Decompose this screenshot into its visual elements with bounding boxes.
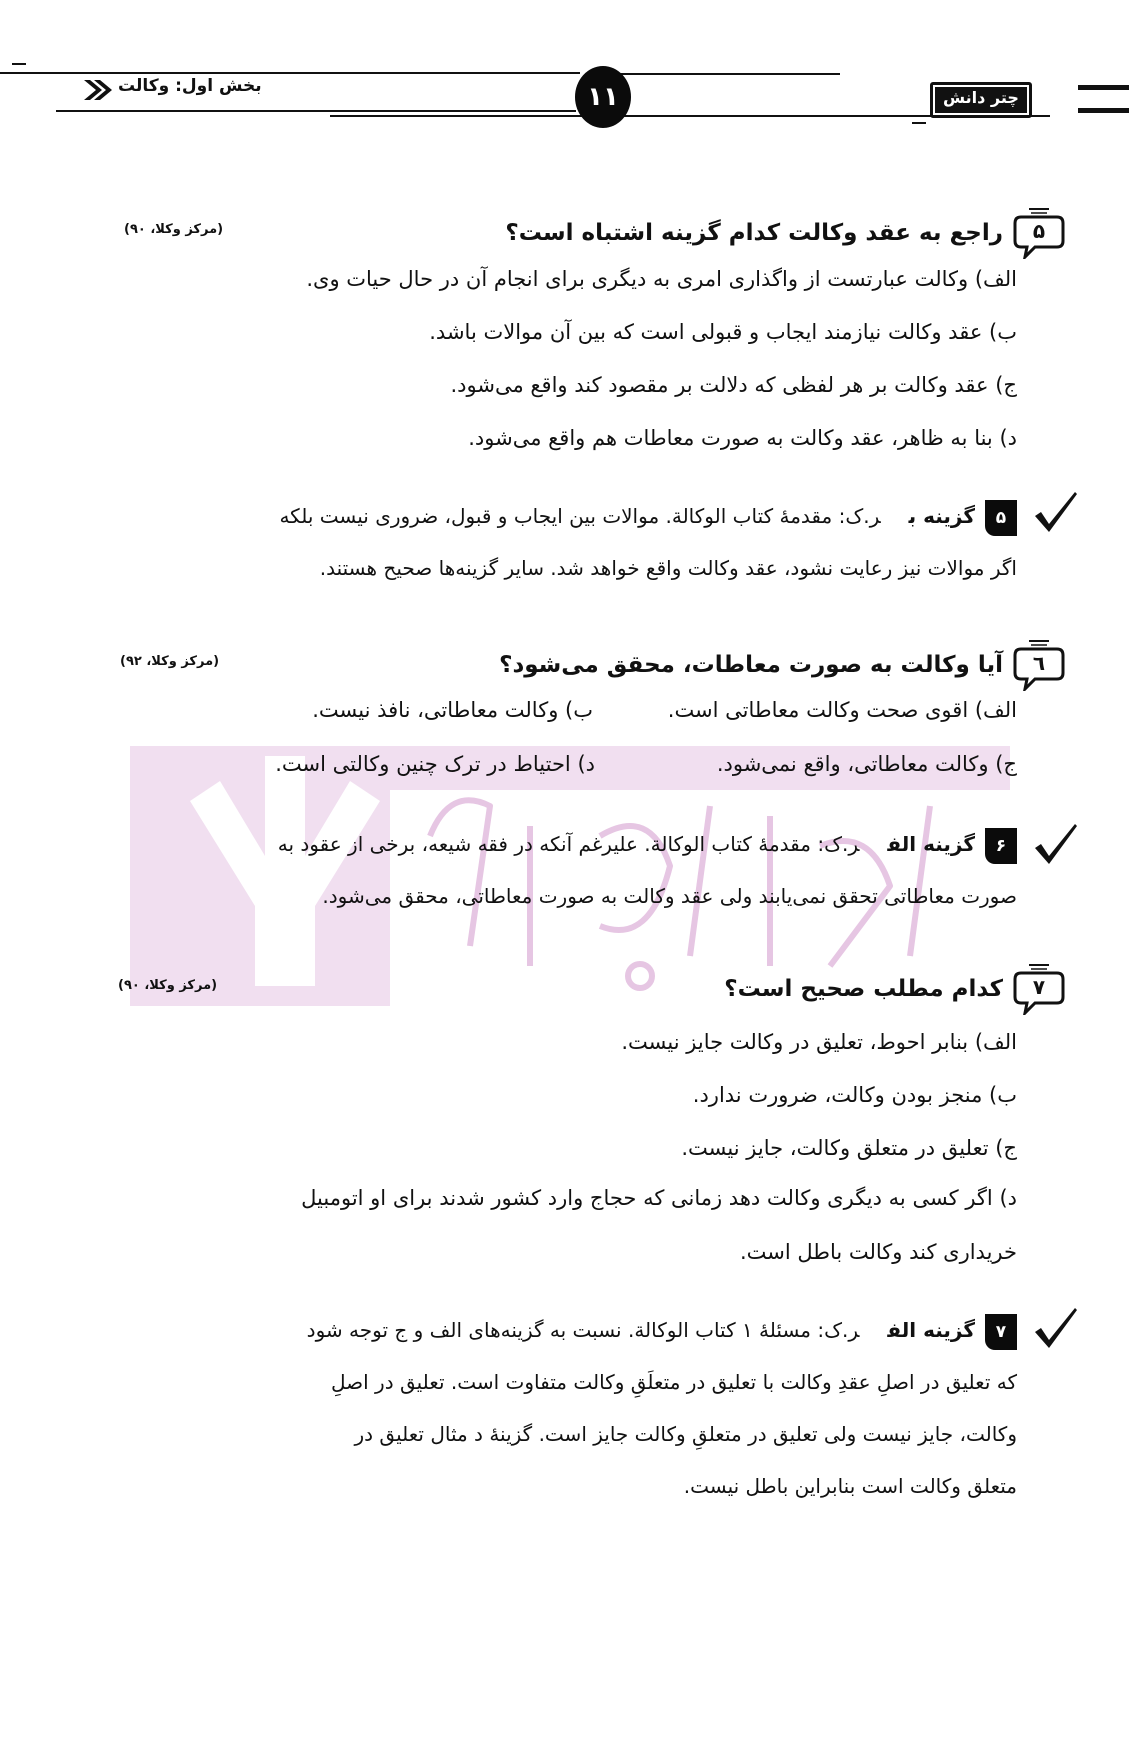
header-rule-top-mid <box>620 73 840 75</box>
answer-line <box>278 832 975 856</box>
brand-badge: چتر دانش <box>930 82 1032 118</box>
option-a: الف) بنابر احوط، تعلیق در وکالت جایز نیست. <box>621 1030 1017 1054</box>
question-header <box>724 964 1067 1014</box>
checkmark-icon <box>1031 490 1079 534</box>
question-source: (مرکز وکلا، ۹۲) <box>120 654 220 669</box>
header-bar-right-1 <box>1078 85 1129 90</box>
answer-number: ۷ <box>985 1314 1017 1350</box>
question-number: ۷ <box>1032 975 1046 999</box>
header-tick-right <box>912 122 926 124</box>
header-bar-right-2 <box>1078 108 1129 113</box>
question-number-badge <box>1011 639 1067 691</box>
answer-line: صورت معاطاتی تحقق نمی‌یابند ولی عقد وکالت به صورت معاطاتی، محقق می‌شود. <box>322 884 1017 908</box>
header-rule-top-left <box>0 72 580 74</box>
option-d: د) اگر کسی به دیگری وکالت دهد زمانی که حجاج وارد کشور شدند برای او اتومبیل <box>301 1186 1017 1210</box>
answer-text: ر.ک: مقدمهٔ کتاب الوکالة. علیرغم آنکه در فقه شیعه، برخی از عقود به <box>277 832 860 856</box>
option-d-continued: خریداری کند وکالت باطل است. <box>739 1240 1017 1264</box>
option-b: ب) وکالت معاطاتی، نافذ نیست. <box>312 698 593 722</box>
answer-text: ر.ک: مقدمهٔ کتاب الوکالة. موالات بین ایجاب و قبول، ضروری نیست بلکه <box>279 504 881 528</box>
question-number-badge <box>1011 207 1067 259</box>
option-b: ب) عقد وکالت نیازمند ایجاب و قبولی است که بین آن موالات باشد. <box>429 320 1017 344</box>
answer-line: متعلق وکالت است بنابراین باطل نیست. <box>683 1474 1017 1498</box>
question-number: ٦ <box>1032 651 1046 675</box>
answer-line <box>279 504 975 528</box>
section-title: بخش اول: وکالت <box>118 76 262 96</box>
question-source: (مرکز وکلا، ۹۰) <box>118 978 218 993</box>
answer-number: ۶ <box>985 828 1017 864</box>
question-header <box>505 208 1067 258</box>
header-rule-bottom-left <box>56 110 576 112</box>
question-title: راجع به عقد وکالت کدام گزینه اشتباه است؟ <box>505 220 1003 246</box>
option-d: د) بنا به ظاهر، عقد وکالت به صورت معاطات هم واقع می‌شود. <box>468 426 1017 450</box>
answer-text: ر.ک: مسئلهٔ ۱ کتاب الوکالة. نسبت به گزینه‌های الف و ج توجه شود <box>306 1318 860 1342</box>
question-number: ۵ <box>1032 219 1046 243</box>
question-number-badge <box>1011 963 1067 1015</box>
option-c: ج) عقد وکالت بر هر لفظی که دلالت بر مقصود کند واقع می‌شود. <box>450 373 1017 397</box>
answer-label: گزینه الف <box>887 832 975 856</box>
page-number: ۱۱ <box>575 66 631 128</box>
answer-line: اگر موالات نیز رعایت نشود، عقد وکالت واقع خواهد شد. سایر گزینه‌ها صحیح هستند. <box>319 556 1017 580</box>
question-title: کدام مطلب صحیح است؟ <box>724 976 1003 1002</box>
question-source: (مرکز وکلا، ۹۰) <box>124 222 224 237</box>
answer-line: وکالت، جایز نیست ولی تعلیق در متعلقِ وکالت جایز است. گزینهٔ د مثال تعلیق در <box>354 1422 1017 1446</box>
option-a: الف) وکالت عبارتست از واگذاری امری به دیگری برای انجام آن در حال حیات وی. <box>306 267 1017 291</box>
option-c: ج) تعلیق در متعلق وکالت، جایز نیست. <box>681 1136 1017 1160</box>
answer-line: که تعلیق در اصلِ عقدِ وکالت با تعلیق در متعلَقِ وکالت متفاوت است. تعلیق در اصلِ <box>331 1370 1017 1394</box>
option-d: د) احتیاط در ترک چنین وکالتی است. <box>275 752 595 776</box>
chevron-arrows-icon <box>82 78 114 102</box>
option-a: الف) اقوی صحت وکالت معاطاتی است. <box>667 698 1017 722</box>
answer-line <box>307 1318 975 1342</box>
checkmark-icon <box>1031 822 1079 866</box>
question-header <box>499 640 1067 690</box>
checkmark-icon <box>1031 1306 1079 1350</box>
option-b: ب) منجز بودن وکالت، ضرورت ندارد. <box>692 1083 1017 1107</box>
answer-label: گزینه الف <box>887 1318 975 1342</box>
answer-number: ۵ <box>985 500 1017 536</box>
question-title: آیا وکالت به صورت معاطات، محقق می‌شود؟ <box>499 652 1003 678</box>
header-tick-left <box>12 63 26 65</box>
answer-label: گزینه ب <box>908 504 975 528</box>
option-c: ج) وکالت معاطاتی، واقع نمی‌شود. <box>716 752 1017 776</box>
